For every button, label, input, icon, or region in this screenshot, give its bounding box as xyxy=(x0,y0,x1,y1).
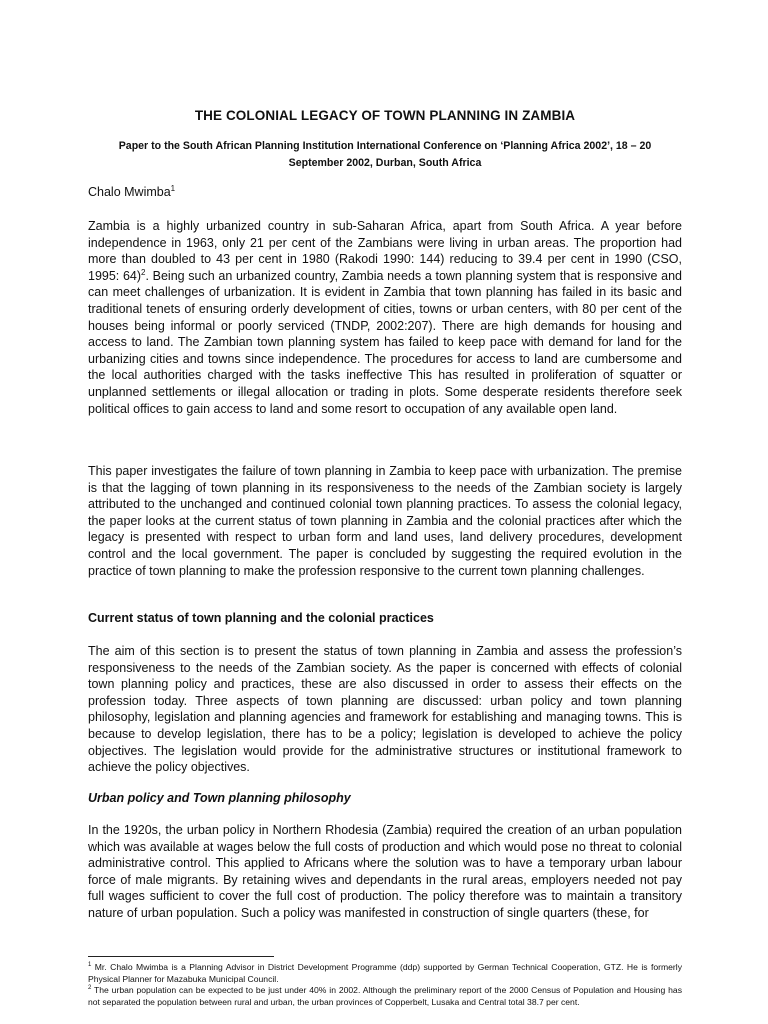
author-name-text: Chalo Mwimba xyxy=(88,185,171,199)
paragraph-premise: This paper investigates the failure of town planning in Zambia to keep pace with urbanization. The premise is that the lagging of town planning in its responsiveness to the needs of the Zambian society is largely attributed to the unchanged and continued colonial town planning practices. To assess the colonial legacy, the paper looks at the current status of town planning in Zambia and the colonial practices after which the legacy is presented with respect to urban form and land uses, land delivery procedures, development control and the local government. The paper is concluded by suggesting the required evolution in the practice of town planning to make the profession responsive to the current town planning challenges. xyxy=(88,464,682,578)
subsection-heading-urban-policy: Urban policy and Town planning philosophy xyxy=(88,791,351,805)
document-title: THE COLONIAL LEGACY OF TOWN PLANNING IN ZAMBIA xyxy=(194,108,576,123)
footnote-1-mark: 1 xyxy=(88,962,92,969)
subtitle-line-2: September 2002, Durban, South Africa xyxy=(288,157,482,169)
paragraph-intro-part1: Zambia is a highly urbanized country in sub-Saharan Africa, apart from South Africa. A year before independence in 1963, only 21 per cent of the Zambians were living in urban areas. The proportion had more than doubled to 43 per cent in 1980 (Rakodi 1990: 144) reducing to 39.4 per cent in 1990 (CSO, 1995: 64) xyxy=(88,219,682,283)
paragraph-section-aim: The aim of this section is to present the status of town planning in Zambia and assess the profession’s responsiveness to the needs of the Zambian society. As the paper is concerned with effects of colonial town planning policy and practices, these are also discussed in order to assess their effects on the profession today. Three aspects of town planning are discussed: urban policy and town planning philosophy, legislation and planning agencies and framework for establishing and managing towns. This is because to develop legislation, there has to be a policy; legislation is developed to achieve the policy objectives. The legislation would provide for the administrative structures or institutional framework to achieve the policy objectives. xyxy=(88,644,682,775)
subtitle-line-1: Paper to the South African Planning Institution International Conference on ‘Planning Africa 2002’, 18 – 20 xyxy=(118,140,652,152)
footnote-divider xyxy=(88,956,274,957)
footnote-1-text: Mr. Chalo Mwimba is a Planning Advisor in District Development Programme (ddp) supported by German Technical Cooperation, GTZ. He is formerly Physical Planner for Mazabuka Municipal Council. xyxy=(88,962,682,984)
paragraph-intro-footnote-mark: 2 xyxy=(141,267,146,277)
section-heading-current-status: Current status of town planning and the colonial practices xyxy=(88,611,434,625)
footnotes xyxy=(88,962,682,1008)
document-subtitle xyxy=(88,138,682,172)
footnote-1 xyxy=(88,962,682,985)
footnote-2-text: The urban population can be expected to be just under 40% in 2002. Although the preliminary report of the 2000 Census of Population and Housing has not separated the population between rural and urban, the urban provinces of Copperbelt, Lusaka and Central total 38.7 per cent. xyxy=(88,985,682,1007)
paragraph-intro-part2: . Being such an urbanized country, Zambia needs a town planning system that is responsive and can meet challenges of urbanization. It is evident in Zambia that town planning has failed in its basic and traditional tenets of ensuring orderly development of cities, towns or urban centers, with 80 per cent of the houses being informal or poorly serviced (TNDP, 2002:207). There are high demands for housing and access to land. The Zambian town planning system has failed to keep pace with demand for land for the urbanizing cities and towns since independence. The procedures for access to land are cumbersome and the local authorities charged with the tasks ineffective This has resulted in proliferation of squatter or unplanned settlements or illegal allocation or trading in plots. Some desperate residents therefore seek political offices to gain access to land and some resort to occupation of any available open land. xyxy=(88,268,682,416)
footnote-2 xyxy=(88,985,682,1008)
paragraph-intro xyxy=(88,218,682,417)
paragraph-urban-policy: In the 1920s, the urban policy in Northern Rhodesia (Zambia) required the creation of an urban population which was available at wages below the full costs of production and which would pose no threat to colonial administrative control. This applied to Africans where the solution was to have a temporary urban labour force of male migrants. By retaining wives and dependants in the rural areas, employers needed not pay full wages sufficient to cover the full cost of production. The policy therefore was to maintain a transitory nature of urban population. Such a policy was manifested in construction of single quarters (these, for xyxy=(88,823,682,920)
footnote-2-mark: 2 xyxy=(88,985,92,992)
author-name xyxy=(88,185,175,199)
author-footnote-mark: 1 xyxy=(170,183,176,193)
